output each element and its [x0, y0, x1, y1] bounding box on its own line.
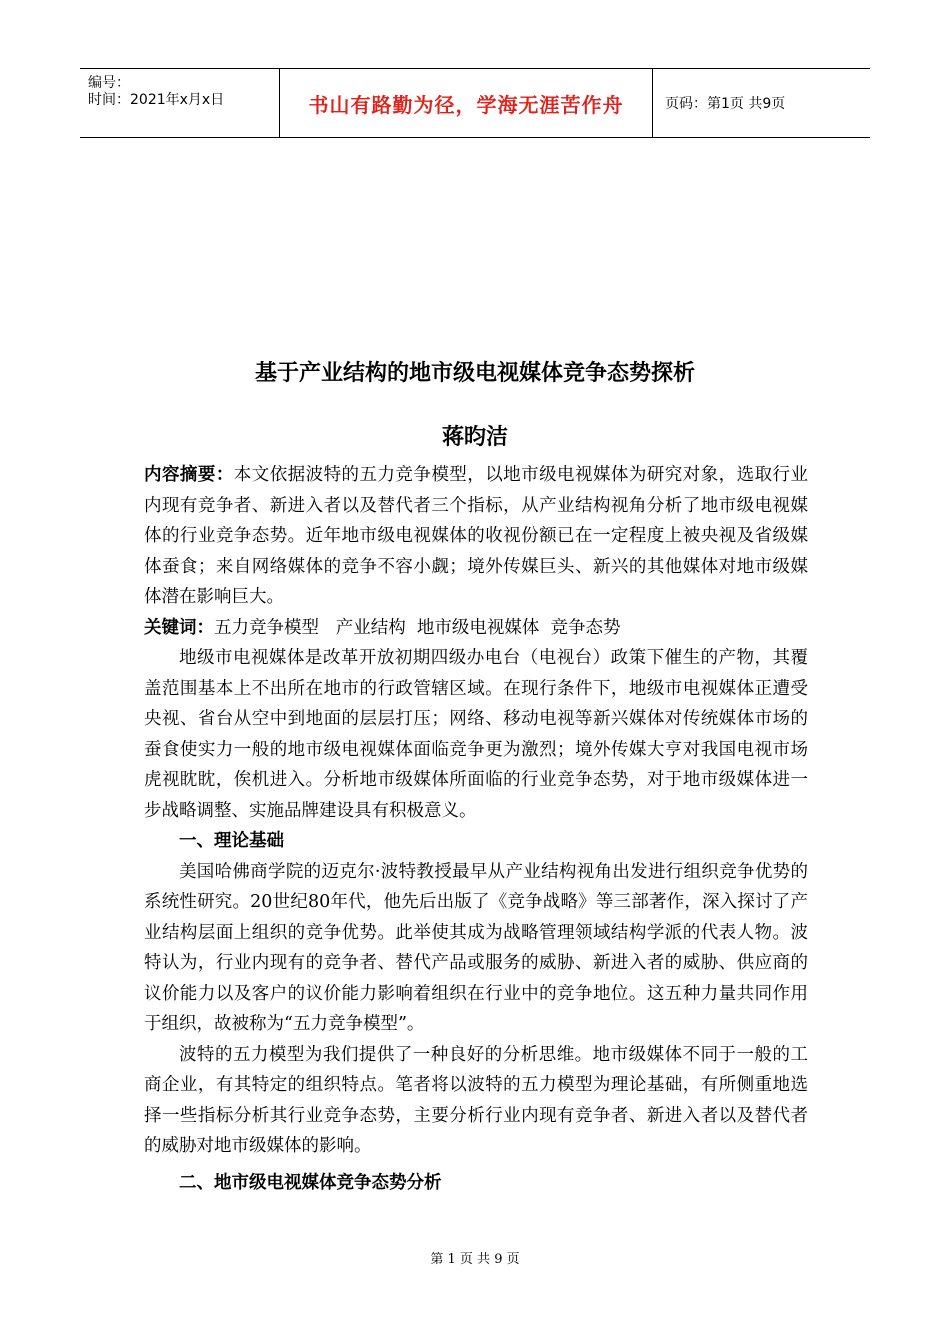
document-title: 基于产业结构的地市级电视媒体竞争态势探析	[254, 361, 695, 386]
document-date: 时间：2021年x月x日	[88, 92, 225, 108]
abstract	[144, 460, 808, 613]
section-1-heading: 一、理论基础	[179, 831, 284, 851]
section-1-paragraph-2: 波特的五力模型为我们提供了一种良好的分析思维。地市级媒体不同于一般的工商企业，有其特定的组织特点。笔者将以波特的五力模型为理论基础，有所侧重地选择一些指标分析其行业竞争态势，主要分析行业内现有竞争者、新进入者以及替代者的威胁对地市级媒体的影响。	[144, 1044, 808, 1156]
abstract-text: 本文依据波特的五力竞争模型，以地市级电视媒体为研究对象，选取行业内现有竞争者、新进入者以及替代者三个指标，从产业结构视角分析了地市级电视媒体的行业竞争态势。近年地市级电视媒体的收视份额已在一定程度上被央视及省级媒体蚕食；来自网络媒体的竞争不容小觑；境外传媒巨头、新兴的其他媒体对地市级媒体潜在影响巨大。	[144, 465, 809, 607]
keywords	[144, 613, 808, 644]
keywords-label: 关键词：	[144, 617, 214, 638]
document-body	[144, 460, 808, 1198]
keywords-text: 五力竞争模型 产业结构 地市级电视媒体 竞争态势	[214, 617, 621, 638]
header-motto: 书山有路勤为径，学海无涯苦作舟	[280, 69, 653, 137]
intro-paragraph: 地级市电视媒体是改革开放初期四级办电台（电视台）政策下催生的产物，其覆盖范围基本上不出所在地市的行政管辖区域。在现行条件下，地级市电视媒体正遭受央视、省台从空中到地面的层层打压；网络、移动电视等新兴媒体对传统媒体市场的蚕食使实力一般的地市级电视媒体面临竞争更为激烈；境外传媒大亨对我国电视市场虎视眈眈，俟机进入。分析地市级媒体所面临的行业竞争态势，对于地市级媒体进一步战略调整、实施品牌建设具有积极意义。	[144, 648, 808, 821]
document-number-label: 编号：	[88, 75, 130, 91]
document-author: 蒋昀洁	[441, 425, 508, 450]
section-1-paragraph-1: 美国哈佛商学院的迈克尔·波特教授最早从产业结构视角出发进行组织竞争优势的系统性研究。20世纪80年代，他先后出版了《竞争战略》等三部著作，深入探讨了产业结构层面上组织的竞争优势。此举使其成为战略管理领域结构学派的代表人物。波特认为，行业内现有的竞争者、替代产品或服务的威胁、新进入者的威胁、供应商的议价能力以及客户的议价能力影响着组织在行业中的竞争地位。这五种力量共同作用于组织，故被称为“五力竞争模型”。	[144, 861, 808, 1034]
page-header	[80, 68, 870, 138]
header-page-info: 页码：第1页 共9页	[665, 96, 786, 112]
header-meta	[80, 69, 280, 137]
page-footer: 第 1 页 共 9 页	[430, 1252, 520, 1267]
section-2-heading: 二、地市级电视媒体竞争态势分析	[179, 1172, 442, 1193]
abstract-label: 内容摘要：	[144, 465, 234, 485]
